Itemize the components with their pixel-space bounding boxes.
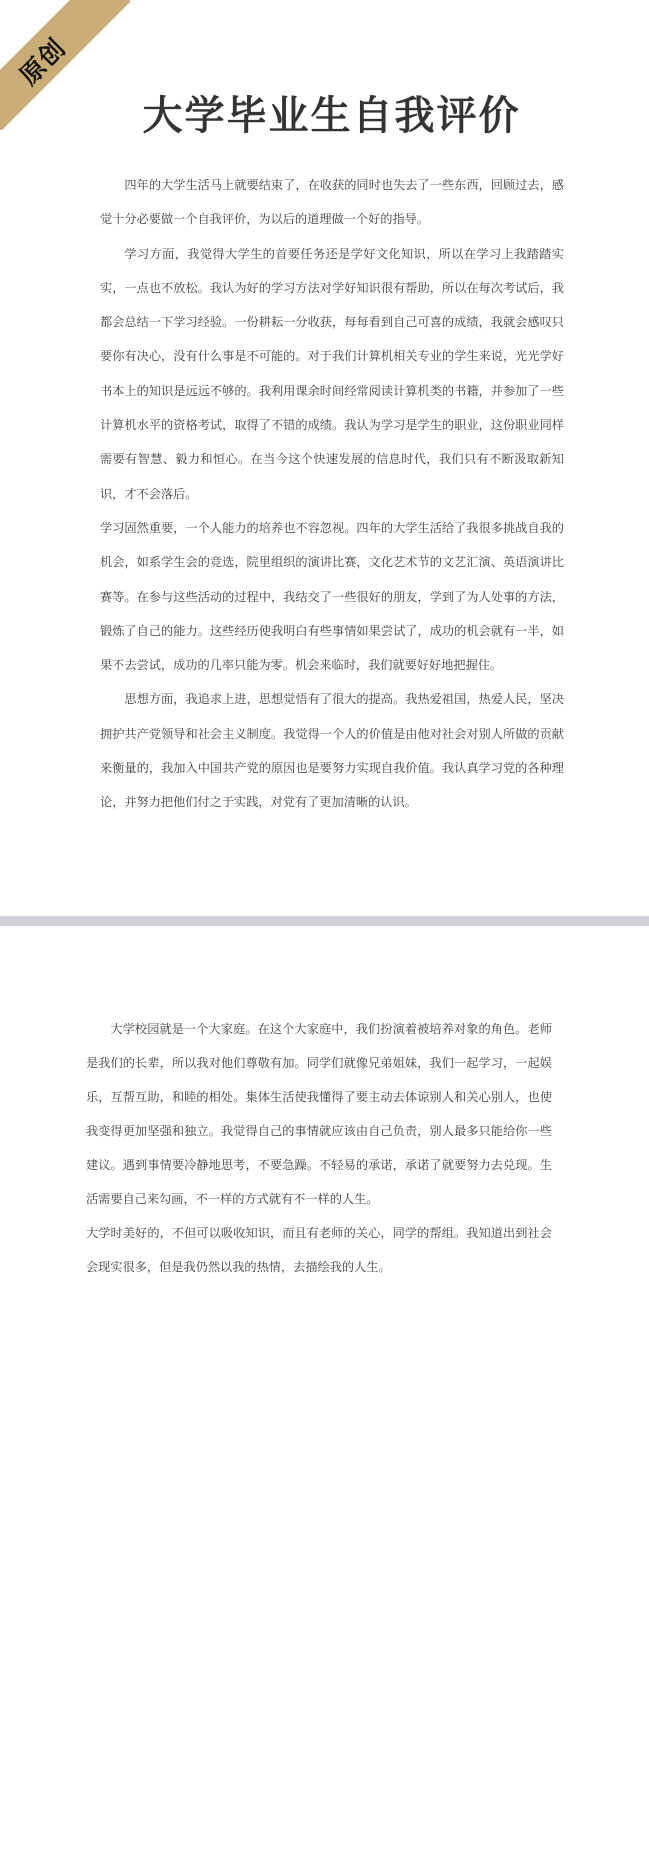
paragraph-intro: 四年的大学生活马上就要结束了，在收获的同时也失去了一些东西，回顾过去，感觉十分必要做一个自我评价，为以后的道理做一个好的指导。 [100, 178, 564, 227]
paragraph-ideology: 思想方面，我追求上进，思想觉悟有了很大的提高。我热爱祖国，热爱人民，坚决拥护共产党领导和社会主义制度。我觉得一个人的价值是由他对社会对别人所做的贡献来衡量的，我加入中国共产党的原因也是要努力实现自我价值。我认真学习党的各种理论，并努力把他们付之于实践，对党有了更加清晰的认识。 [100, 692, 564, 810]
page-title: 大学毕业生自我评价 [142, 93, 521, 139]
page-separator [0, 916, 649, 926]
paragraph-conclusion: 大学时美好的，不但可以吸收知识，而且有老师的关心，同学的帮组。我知道出到社会会现实很多，但是我仍然以我的热情，去描绘我的人生。 [86, 1226, 552, 1274]
document-page-1 [0, 0, 649, 916]
paragraph-campus-life: 大学校园就是一个大家庭。在这个大家庭中，我们扮演着被培养对象的角色。老师是我们的长辈，所以我对他们尊敬有加。同学们就像兄弟姐妹，我们一起学习，一起娱乐，互帮互助，和睦的相处。集体生活使我懂得了要主动去体谅别人和关心别人，也使我变得更加坚强和独立。我觉得自己的事情就应该由自己负责，别人最多只能给你一些建议。遇到事情要冷静地思考，不要急躁。不轻易的承诺，承诺了就要努力去兑现。生活需要自己来勾画，不一样的方式就有不一样的人生。 [86, 1022, 552, 1206]
paragraph-study: 学习方面，我觉得大学生的首要任务还是学好文化知识，所以在学习上我踏踏实实，一点也不放松。我认为好的学习方法对学好知识很有帮助，所以在每次考试后，我都会总结一下学习经验。一份耕耘一分收获，每每看到自己可喜的成绩，我就会感叹只要你有决心，没有什么事是不可能的。对于我们计算机相关专业的学生来说，光光学好书本上的知识是远远不够的。我利用课余时间经常阅读计算机类的书籍，并参加了一些计算机水平的资格考试，取得了不错的成绩。我认为学习是学生的职业，这份职业同样需要有智慧、毅力和恒心。在当今这个快速发展的信息时代，我们只有不断汲取新知识，才不会落后。 [100, 246, 564, 501]
original-badge-label: 原创 [14, 33, 72, 91]
page-2-body [86, 1012, 552, 1284]
paragraph-ability: 学习固然重要，一个人能力的培养也不容忽视。四年的大学生活给了我很多挑战自我的机会，如系学生会的竞选，院里组织的演讲比赛，文化艺术节的文艺汇演、英语演讲比赛等。在参与这些活动的过程中，我结交了一些很好的朋友，学到了为人处事的方法，锻炼了自己的能力。这些经历使我明白有些事情如果尝试了，成功的机会就有一半，如果不去尝试，成功的几率只能为零。机会来临时，我们就要好好地把握住。 [100, 520, 564, 673]
page-1-body [100, 168, 564, 820]
document-page-2 [0, 926, 649, 1859]
